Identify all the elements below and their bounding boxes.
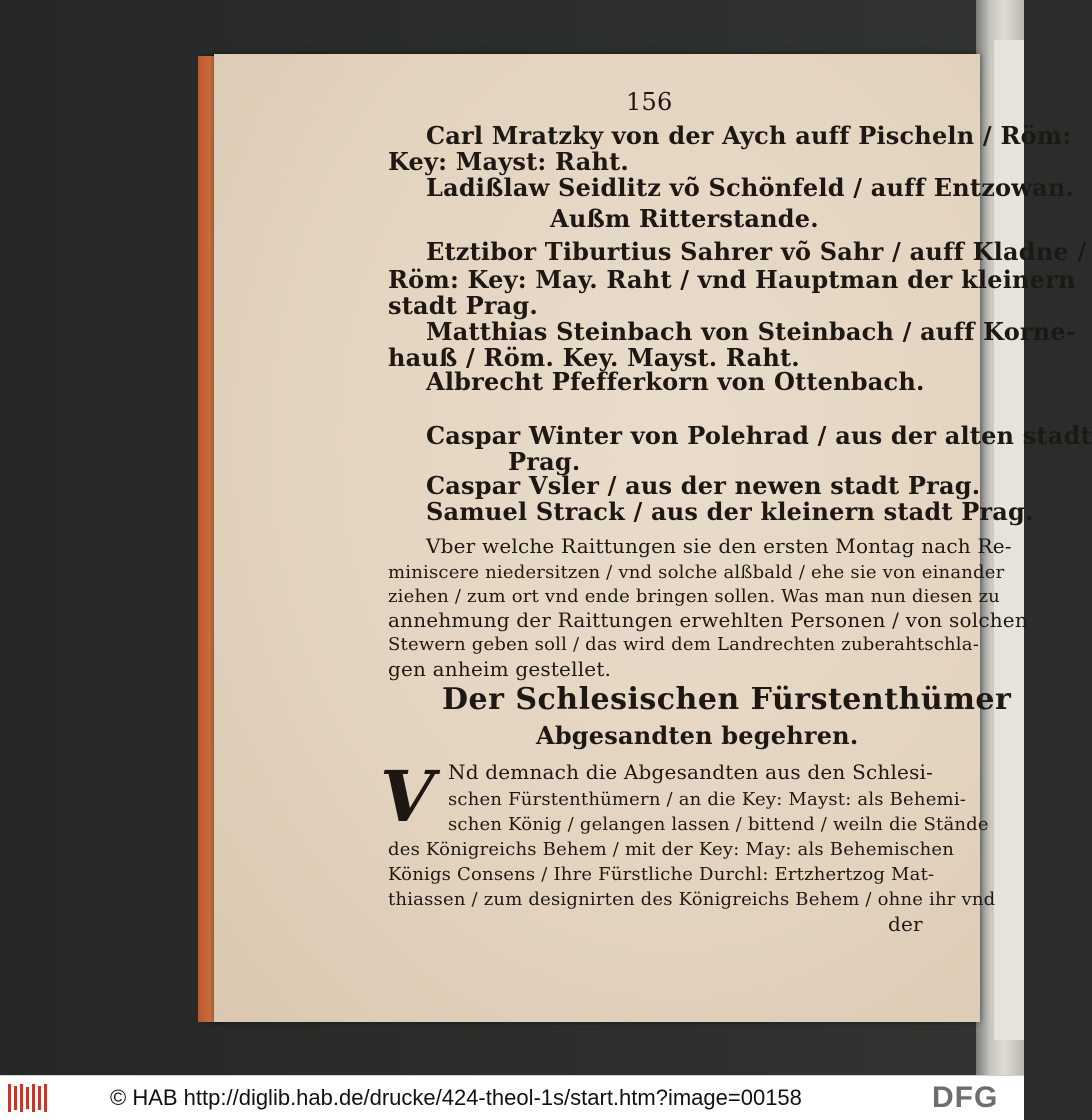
hab-logo-icon	[8, 1084, 48, 1112]
text-line: Caspar Vsler / aus der newen stadt Prag.	[426, 471, 981, 500]
text-line: thiassen / zum designirten des Königreichs Behem / ohne ihr vnd	[388, 889, 996, 910]
footer-bar	[0, 1075, 1024, 1120]
page-number: 156	[626, 88, 673, 116]
text-line: Röm: Key: May. Raht / vnd Hauptman der kleinern	[388, 265, 1076, 294]
text-line: Carl Mratzky von der Aych auff Pischeln / Röm:	[426, 121, 1072, 150]
dfg-logo: DFG	[932, 1081, 999, 1114]
text-line: Königs Consens / Ihre Fürstliche Durchl: Ertzhertzog Mat-	[388, 864, 935, 885]
text-line: Key: Mayst: Raht.	[388, 147, 629, 176]
text-line: annehmung der Raittungen erwehlten Personen / von solchen	[388, 608, 1028, 632]
text-line: ziehen / zum ort vnd ende bringen sollen. Was man nun diesen zu	[388, 586, 1000, 607]
text-line: miniscere niedersitzen / vnd solche alßbald / ehe sie von einander	[388, 562, 1005, 583]
section-subtitle: Abgesandten begehren.	[536, 721, 859, 750]
text-line: Stewern geben soll / das wird dem Landrechten zuberahtschla-	[388, 634, 979, 655]
text-line: des Königreichs Behem / mit der Key: May: als Behemischen	[388, 839, 955, 860]
text-line: Ladißlaw Seidlitz võ Schönfeld / auff Entzowan.	[426, 173, 1075, 202]
text-line: schen Fürstenthümern / an die Key: Mayst: als Behemi-	[448, 789, 967, 810]
text-line: Albrecht Pfefferkorn von Ottenbach.	[426, 367, 925, 396]
text-line: Caspar Winter von Polehrad / aus der alten stadt	[426, 421, 1092, 450]
section-title: Der Schlesischen Fürstenthümer	[442, 682, 1012, 717]
section-heading: Außm Ritterstande.	[550, 204, 819, 233]
drop-cap: V	[380, 755, 435, 838]
text-line: Samuel Strack / aus der kleinern stadt Prag.	[426, 497, 1034, 526]
text-line: Prag.	[508, 447, 581, 476]
text-line: Matthias Steinbach von Steinbach / auff Korne-	[426, 317, 1077, 346]
source-url[interactable]: © HAB http://diglib.hab.de/drucke/424-theol-1s/start.htm?image=00158	[110, 1085, 802, 1110]
text-line: schen König / gelangen lassen / bittend / weiln die Stände	[448, 814, 989, 835]
text-line: Vber welche Raittungen sie den ersten Montag nach Re-	[426, 534, 1012, 558]
text-line: Etztibor Tiburtius Sahrer võ Sahr / auff Kladne /	[426, 237, 1087, 266]
catchword: der	[888, 912, 923, 936]
text-line: Nd demnach die Abgesandten aus den Schlesi-	[448, 760, 934, 784]
text-line: hauß / Röm. Key. Mayst. Raht.	[388, 343, 800, 372]
text-line: gen anheim gestellet.	[388, 657, 612, 681]
text-line: stadt Prag.	[388, 291, 538, 320]
